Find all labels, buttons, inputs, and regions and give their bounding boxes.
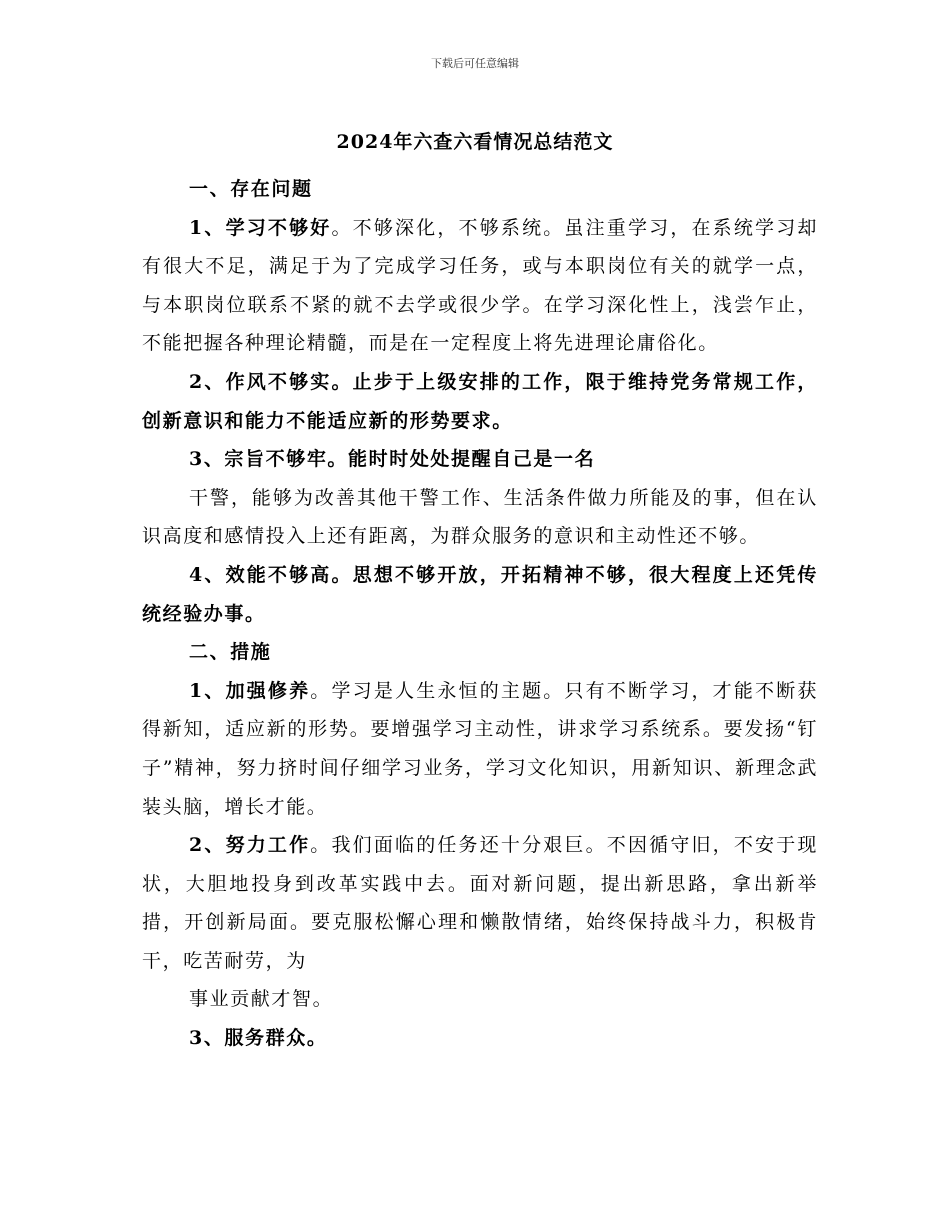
document-body — [142, 170, 818, 1058]
paragraph-work — [142, 826, 818, 980]
paragraph-purpose-body: 干警，能够为改善其他干警工作、生活条件做力所能及的事，但在认识高度和感情投入上还有距离，为群众服务的意识和主动性还不够。 — [142, 486, 818, 548]
paragraph-body: 。学习是人生永恒的主题。只有不断学习，才能不断获得新知，适应新的形势。要增强学习主动性，讲求学习系统系。要发扬“钉子”精神，努力挤时间仔细学习业务，学习文化知识，用新知识、新理念武装头脑，增长才能。 — [142, 679, 818, 818]
section-heading-measures: 二、措施 — [189, 641, 272, 664]
paragraph-purpose-lead: 3、宗旨不够牢。能时时处处提醒自己是一名 — [189, 448, 596, 471]
paragraph-cultivation — [142, 672, 818, 826]
paragraph-work-tail: 事业贡献才智。 — [189, 988, 334, 1011]
paragraph-style: 2、作风不够实。止步于上级安排的工作，限于维持党务常规工作，创新意识和能力不能适应新的形势要求。 — [142, 370, 818, 432]
header-note: 下载后可任意编辑 — [431, 57, 519, 70]
paragraph-lead: 1、加强修养 — [189, 679, 311, 702]
paragraph-body: 。不够深化，不够系统。虽注重学习，在系统学习却有很大不足，满足于为了完成学习任务，或与本职岗位有关的就学一点，与本职岗位联系不紧的就不去学或很少学。在学习深化性上，浅尝乍止，不能把握各种理论精髓，而是在一定程度上将先进理论庸俗化。 — [142, 216, 818, 355]
paragraph-efficiency: 4、效能不够高。思想不够开放，开拓精神不够，很大程度上还凭传统经验办事。 — [142, 563, 818, 625]
document-title: 2024年六查六看情况总结范文 — [336, 131, 614, 153]
paragraph-body: 。我们面临的任务还十分艰巨。不因循守旧，不安于现状，大胆地投身到改革实践中去。面对新问题，提出新思路，拿出新举措，开创新局面。要克服松懈心理和懒散情绪，始终保持战斗力，积极肯干，吃苦耐劳，为 — [142, 834, 818, 972]
paragraph-serve: 3、服务群众。 — [189, 1027, 328, 1050]
section-heading-problems: 一、存在问题 — [189, 178, 313, 200]
paragraph-lead: 1、学习不够好 — [189, 216, 332, 239]
paragraph-lead: 2、努力工作 — [189, 834, 311, 857]
paragraph-study — [142, 209, 818, 363]
